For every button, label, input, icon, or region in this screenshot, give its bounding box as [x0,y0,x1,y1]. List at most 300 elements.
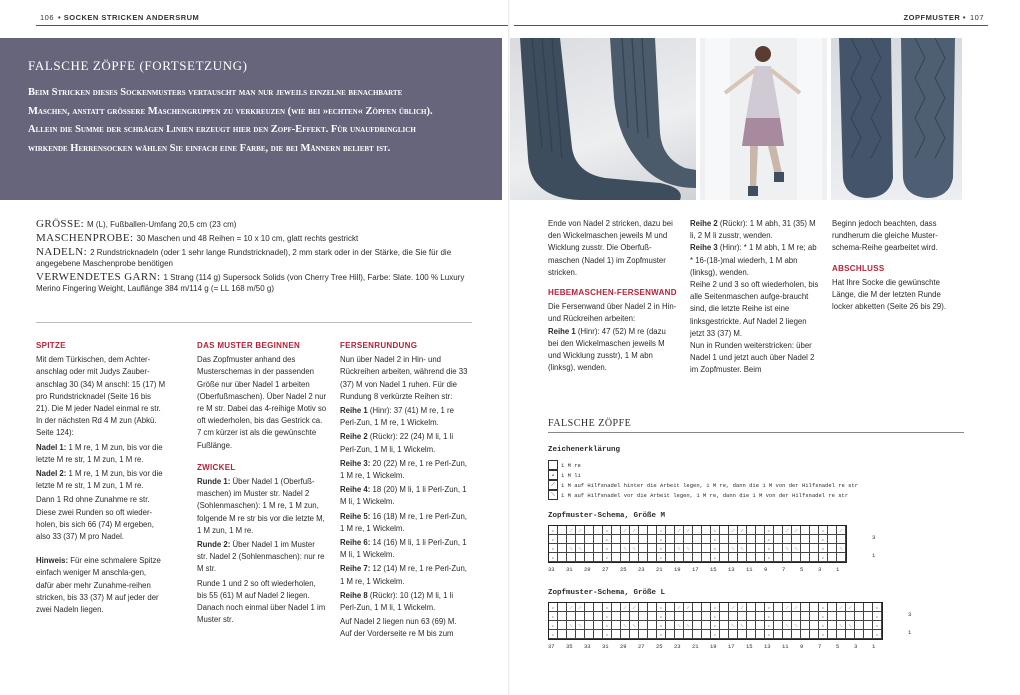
chart-cell [774,544,783,553]
text: 1 M re, 1 M zun, bis vor die letzte M re str, 1 M zun, 1 M re. [36,442,163,464]
chart-cell [684,535,693,544]
text: Über Nadel 1 im Muster str. Nadel 2 (Sohlenmaschen): nur re M str. [197,540,325,574]
chart-cell: • [873,603,882,612]
chart-cell [576,630,585,639]
chart-cell [774,621,783,630]
chart-cell: ⟋ [846,603,855,612]
text: (Hinr): 47 (52) M re (dazu bei den Wickelmaschen jeweils M und Wicklung zusstr), 1 M abn (linksg), wenden. [548,326,666,373]
running-head-left: 106 • SOCKEN STRICKEN ANDERSRUM [40,13,200,22]
chart-cell [612,544,621,553]
chart-cell [693,612,702,621]
chart-cell [801,526,810,535]
chart-cell [855,630,864,639]
chart-cell [585,621,594,630]
column-number: 27 [602,566,609,573]
chart-cell: ⟍ [738,621,747,630]
chart-cell: ⟋ [684,603,693,612]
schema-m-grid [548,525,847,563]
text: 18 (20) M li, 1 li Perl-Zun, 1 M li, 1 Wickelm. [340,485,467,507]
chart-cell: • [603,526,612,535]
schema-l-title: Zopfmuster-Schema, Größe L [548,589,666,597]
chart-cell: ⟋ [567,526,576,535]
chart-cell: ⟍ [837,544,846,553]
legend-text: 1 M li [561,471,581,479]
chart-cell [702,630,711,639]
chart-cell: • [711,612,720,621]
chart-cell [666,544,675,553]
chart-cell [837,553,846,562]
chart-cell: ⟍ [792,544,801,553]
column-number: 25 [656,643,663,650]
needles-value: 2 Rundstricknadeln (oder 1 sehr lange Rundstricknadel), 2 mm stark oder in der Stärke, die Sie für die angegebene Maschenprobe benötigen [36,248,452,268]
chart-cell [693,535,702,544]
chart-cell [864,630,873,639]
text: 12 (14) M re, 1 re Perl-Zun, 1 M re, 1 Wickelm. [340,564,467,586]
chart-cell [639,621,648,630]
label: Reihe 1 [340,406,368,416]
text: Ende von Nadel 2 stricken, dazu bei den Wickelmaschen jeweils M und Wicklung zusstr. Die Oberfuß-maschen (Nadel 1) im Zopfmuster stricken. [548,219,673,277]
chart-cell: • [657,553,666,562]
chart-cell [675,553,684,562]
label: Reihe 1 [548,326,576,336]
text: (Hinr): * 1 M abh, 1 M re; ab * 16-(18-)mal wiederh, 1 M abn (linksg), wenden. [690,243,817,277]
chart-cell: ⟍ [792,621,801,630]
chart-cell [576,535,585,544]
text: Das Zopfmuster anhand des Musterschemas in der passenden Größe nur über Nadel 1 arbeiten (Oberfußmaschen). Über Nadel 2 nur re M str. Dabei das 4-reihige Motiv so oft wiederholen, bis das Gestrick ca. 7 cm kürzer ist als die gewünschte Fußlänge. [197,355,327,450]
chart-cell [558,535,567,544]
socks-closeup-photo [831,38,962,200]
chart-cell [738,612,747,621]
heading-fersenrundung: FERSENRUNDUNG [340,341,418,350]
running-head-right: ZOPFMUSTER • 107 [903,13,984,22]
chart-cell: • [603,621,612,630]
chart-cell [684,553,693,562]
chart-cell: ⟋ [729,526,738,535]
heading-abschluss: ABSCHLUSS [832,263,885,273]
gauge-value: 30 Maschen und 48 Reihen = 10 x 10 cm, glatt rechts gestrickt [136,234,359,243]
text: (Rückr): 1 M abh, 31 (35) M li, 2 M li zusstr, wenden. [690,219,816,241]
chart-cell [630,535,639,544]
chart-cell: ⟍ [846,621,855,630]
size-value: M (L), Fußballen-Umfang 20,5 cm (23 cm) [87,220,237,229]
chart-cell [801,553,810,562]
chart-cell [720,621,729,630]
chart-cell: • [873,612,882,621]
chart-cell [837,612,846,621]
legend-item [548,460,858,470]
label: Reihe 5: [340,511,371,521]
chart-title: FALSCHE ZÖPFE [548,418,632,429]
text: Beginn jedoch beachten, dass rundherum die gleiche Muster-schema-Reihe gearbeitet wird. [832,219,938,253]
chart-cell: ⟍ [576,544,585,553]
chart-cell: • [657,621,666,630]
chart-cell [585,526,594,535]
chart-cell: • [819,612,828,621]
legend [548,460,858,500]
section-divider [36,322,472,323]
chart-cell [783,553,792,562]
chart-cell: ⟋ [576,526,585,535]
chart-cell [756,544,765,553]
chart-cell [648,621,657,630]
chart-cell [738,553,747,562]
chart-cell [864,603,873,612]
schema-m-column-numbers [548,566,854,573]
chart-cell [810,612,819,621]
chart-cell [666,630,675,639]
chart-cell: ⟋ [729,603,738,612]
column-number: 27 [638,643,645,650]
chart-cell [729,612,738,621]
right-page [510,0,1020,695]
chart-cell: ⟋ [576,603,585,612]
chart-cell [675,612,684,621]
chart-cell [747,535,756,544]
page-number: 106 [40,13,55,22]
chart-cell [720,553,729,562]
chart-cell [801,621,810,630]
chart-cell: • [765,612,774,621]
column-number: 17 [728,643,735,650]
chart-cell [684,612,693,621]
chart-cell [702,621,711,630]
column-spitze [36,340,166,618]
chart-cell [648,630,657,639]
chart-cell [810,526,819,535]
column-reihen [690,218,820,377]
chart-cell: • [765,544,774,553]
chart-cell [612,603,621,612]
chapter-title: SOCKEN STRICKEN ANDERSRUM [63,13,200,22]
legend-text: 1 M auf Hilfsnadel vor die Arbeit legen, 1 M re, dann die 1 M von der Hilfsnadel re str [561,491,849,499]
column-number: 9 [764,566,768,573]
chart-cell [684,630,693,639]
chart-cell [693,621,702,630]
chart-cell [621,612,630,621]
chart-cell [594,603,603,612]
label: Runde 1: [197,477,231,487]
chart-cell [837,630,846,639]
chart-cell: • [765,553,774,562]
chart-cell [756,553,765,562]
column-number: 7 [782,566,786,573]
chart-cell [585,535,594,544]
chart-cell: ⟋ [675,603,684,612]
text: Über Nadel 1 (Oberfuß-maschen) im Muster str. Nadel 2 (Sohlenmaschen): 1 M re, 1 M zun, folgende M re str bis vor die letzte M, 1 M zun, 1 M re. [197,477,325,535]
chart-cell [558,612,567,621]
chart-cell [864,612,873,621]
chart-cell [666,612,675,621]
chart-cell: • [657,612,666,621]
model-photo [700,38,827,200]
text: Runde 1 und 2 so oft wiederholen, bis 55 (61) M auf Nadel 2 liegen. Danach noch einmal über Nadel 1 im Muster str. [197,578,326,625]
chart-cell: • [873,621,882,630]
chart-cell [666,526,675,535]
chart-cell [783,612,792,621]
chart-cell: • [657,603,666,612]
header-rule [514,25,988,26]
banner-text: Beim Stricken dieses Sockenmusters vertauscht man nur jeweils einzelne benachbarte Maschen, anstatt größere Maschengruppen zu verkreuzen (wie bei »echten« Zöpfen üblich). Allein die Summe der schrägen Linien erzeugt hier den Zopf-Effekt. Für unaufdringlich wirkende Herrensocken wählen Sie einfach eine Farbe, die bei Männern beliebt ist. [28,87,433,154]
label: Hinweis: [36,556,69,566]
chart-cell: • [549,603,558,612]
chart-cell [585,612,594,621]
specs-block [36,219,476,297]
text: 1 M re, 1 M zun, bis vor die letzte M re str, 1 M zun, 1 M re. [36,469,163,491]
chart-cell: ⟍ [630,544,639,553]
chart-cell [675,535,684,544]
chart-cell: • [549,526,558,535]
chart-cell: ⟍ [837,621,846,630]
schema-l-row-numbers [908,610,911,646]
chart-cell [594,630,603,639]
chart-cell [648,553,657,562]
label: Runde 2: [197,540,231,550]
text: Reihe 2 und 3 so oft wiederholen, bis alle Seitenmaschen aufge-braucht sind, die letzte Reihe ist eine linksgestrickte. Auf Nadel 2 liegen jetzt 33 (37) M. [690,280,819,338]
chart-cell [747,553,756,562]
chart-cell: ⟋ [738,603,747,612]
column-number: 3 [818,566,822,573]
text: Nun in Runden weiterstricken: über Nadel 1 und jetzt auch über Nadel 2 im Zopfmuster. Beim [690,341,815,375]
label: Reihe 2 [340,432,368,442]
column-fersenwand [548,218,678,374]
chart-cell: ⟍ [675,544,684,553]
chart-cell: ⟋ [783,603,792,612]
chart-cell: ⟋ [684,526,693,535]
chart-cell [720,526,729,535]
row-number: 1 [872,552,876,559]
chart-cell [828,553,837,562]
chart-cell [585,630,594,639]
column-number: 37 [548,643,555,650]
chart-cell: • [657,544,666,553]
chart-cell [621,553,630,562]
heading-fersenwand: HEBEMASCHEN-FERSENWAND [548,288,677,298]
column-muster [197,340,327,628]
column-number: 9 [800,643,804,650]
legend-text: 1 M re [561,461,581,469]
chart-cell [801,630,810,639]
chart-cell [576,612,585,621]
text: 16 (18) M re, 1 re Perl-Zun, 1 M re, 1 Wickelm. [340,511,467,533]
chart-cell [639,612,648,621]
column-number: 1 [872,643,876,650]
chart-cell: ⟋ [621,603,630,612]
chart-cell [774,526,783,535]
chart-cell: • [711,544,720,553]
chart-cell: ⟍ [738,544,747,553]
chart-cell [729,553,738,562]
column-number: 31 [566,566,573,573]
chart-cell [783,535,792,544]
chart-cell [585,603,594,612]
text: Für eine schmalere Spitze einfach weniger M anschla-gen, dafür aber mehr Zunahme-reihen stricken, bis 33 (37) M auf jeder der zwei Nadeln liegen. [36,556,161,615]
row-number: 1 [908,629,912,636]
text: 14 (16) M li, 1 li Perl-Zun, 1 M li, 1 Wickelm. [340,538,467,560]
chart-cell [558,603,567,612]
column-fersenrundung [340,340,470,643]
chart-cell: • [603,612,612,621]
label: Reihe 2 [690,219,718,228]
chart-cell: • [603,603,612,612]
chart-cell [648,544,657,553]
chart-cell [855,621,864,630]
chart-cell: • [657,526,666,535]
chart-cell [828,612,837,621]
chart-cell [774,630,783,639]
chart-cell [585,553,594,562]
chart-cell: ⟍ [783,544,792,553]
chart-cell [747,621,756,630]
column-number: 1 [836,566,840,573]
chart-cell: • [765,621,774,630]
chart-cell [594,535,603,544]
label: Reihe 8 [340,590,368,600]
column-number: 15 [746,643,753,650]
chart-cell [639,526,648,535]
schema-m-row-numbers [872,533,875,569]
chart-cell [792,553,801,562]
column-number: 23 [674,643,681,650]
chart-cell: ⟍ [576,621,585,630]
chart-cell: • [819,603,828,612]
chart-cell [594,544,603,553]
chart-cell [810,544,819,553]
chart-cell [558,544,567,553]
chart-cell [774,535,783,544]
text: (Rückr): 22 (24) M li, 1 li Perl-Zun, 1 M li, 1 Wickelm. [340,432,454,454]
chart-cell [801,544,810,553]
column-number: 19 [674,566,681,573]
column-number: 21 [656,566,663,573]
chart-cell: ⟍ [783,621,792,630]
schema-l-grid [548,602,883,640]
label: Reihe 6: [340,538,371,548]
column-number: 13 [764,643,771,650]
chart-cell: • [657,630,666,639]
chart-cell: • [819,621,828,630]
chart-cell [774,612,783,621]
chart-cell [612,630,621,639]
chart-cell [846,630,855,639]
chart-cell: • [711,621,720,630]
chart-cell [630,630,639,639]
chart-cell [558,630,567,639]
text: 20 (22) M re, 1 re Perl-Zun, 1 M re, 1 Wickelm. [340,458,467,481]
chart-cell [594,621,603,630]
chart-cell [702,603,711,612]
chart-cell [756,612,765,621]
label: Reihe 3: [340,458,371,468]
chart-cell [738,630,747,639]
chart-cell [837,535,846,544]
column-number: 35 [566,643,573,650]
text: Dann 1 Rd ohne Zunahme re str. Diese zwei Runden so oft wieder-holen, bis sich 66 (74) M ergeben, also 33 (37) M pro Nadel. [36,495,154,542]
label: Nadel 1: [36,442,67,452]
chart-cell: ⟋ [837,603,846,612]
chart-cell [720,544,729,553]
chart-cell [639,553,648,562]
chart-cell: ⟋ [567,603,576,612]
chart-cell [648,535,657,544]
chart-cell: • [549,553,558,562]
chart-cell [567,535,576,544]
chart-cell: • [603,630,612,639]
column-number: 25 [620,566,627,573]
legend-title: Zeichenerklärung [548,446,621,454]
chart-cell [747,603,756,612]
chart-cell [738,535,747,544]
legend-item: ⟋ 1 M auf Hilfsnadel hinter die Arbeit legen, 1 M re, dann die 1 M von der Hilfsnadel re str [548,480,858,490]
chart-cell [639,630,648,639]
chart-cell [756,603,765,612]
chart-cell [558,526,567,535]
chart-cell: ⟍ [567,544,576,553]
chart-cell: ⟋ [630,526,639,535]
chart-cell [774,553,783,562]
chart-cell [567,553,576,562]
chart-cell: • [873,630,882,639]
chart-cell [756,621,765,630]
column-number: 5 [836,643,840,650]
yarn-value: 1 Strang (114 g) Supersock Solids (von Cherry Tree Hill), Farbe: Slate. 100 % Luxury Merino Fingering Weight, Lauflänge 384 m/114 g (= LL 168 m/50 g) [36,273,465,293]
chart-cell [675,630,684,639]
chart-cell [828,526,837,535]
chart-cell: • [711,535,720,544]
chart-cell: ⟍ [684,621,693,630]
column-number: 33 [548,566,555,573]
column-number: 33 [584,643,591,650]
chart-cell [702,535,711,544]
chart-cell [666,535,675,544]
chart-divider [548,432,964,433]
chart-cell [720,612,729,621]
page-number: 107 [969,13,984,22]
chart-cell [828,630,837,639]
column-number: 7 [818,643,822,650]
column-number: 3 [854,643,858,650]
chart-cell: ⟋ [675,526,684,535]
text: Nun über Nadel 2 in Hin- und Rückreihen arbeiten, während die 33 (37) M von Nadel 1 ruhen. Für die Rundung 8 verkürzte Reihen str: [340,355,468,401]
chart-cell [648,526,657,535]
chart-cell [756,526,765,535]
chart-cell: ⟍ [630,621,639,630]
label: Reihe 4: [340,485,371,495]
chart-cell [810,621,819,630]
column-number: 17 [692,566,699,573]
column-number: 11 [782,643,789,650]
chart-cell [567,612,576,621]
chart-cell [621,630,630,639]
schema-l-column-numbers [548,643,890,650]
column-number: 21 [692,643,699,650]
chart-cell: ⟍ [729,621,738,630]
chart-cell: ⟋ [783,526,792,535]
chart-cell: ⟍ [621,544,630,553]
chart-cell: ⟍ [729,544,738,553]
column-number: 5 [800,566,804,573]
yarn-label: VERWENDETES GARN: [36,271,161,283]
chart-cell: • [549,630,558,639]
chart-cell: ⟋ [621,526,630,535]
chart-cell [585,544,594,553]
column-number: 31 [602,643,609,650]
chart-cell: • [549,535,558,544]
chart-cell: • [765,526,774,535]
text: Die Fersenwand über Nadel 2 in Hin- und Rückreihen arbeiten: [548,302,677,324]
chart-cell: • [603,535,612,544]
chart-cell [792,612,801,621]
chart-cell [693,526,702,535]
